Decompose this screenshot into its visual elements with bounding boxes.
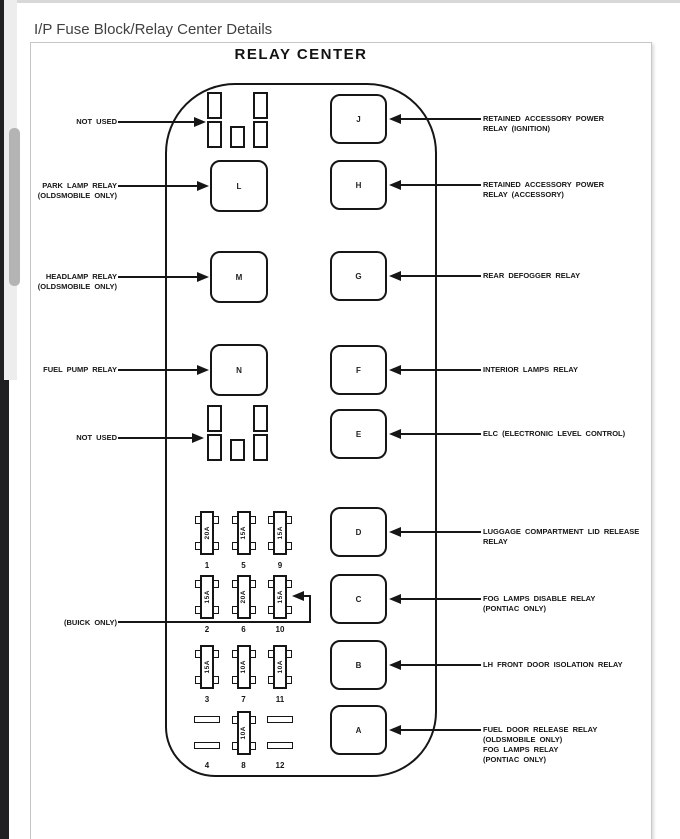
fuse-tab bbox=[268, 606, 274, 614]
arrowhead-headlamp-relay bbox=[197, 272, 209, 282]
fuse-8 bbox=[237, 711, 251, 755]
fuse-tab bbox=[250, 542, 256, 550]
fuse-1 bbox=[200, 511, 214, 555]
not-used-slot bbox=[207, 92, 222, 119]
label-not-used-top bbox=[76, 117, 117, 127]
fuse-tab bbox=[232, 650, 238, 658]
label-line: FUEL PUMP RELAY bbox=[43, 365, 117, 374]
fuse-tab bbox=[213, 542, 219, 550]
fuse-amp-rating: 15A bbox=[203, 660, 211, 674]
arrow-line-B bbox=[401, 664, 481, 666]
fuse-10 bbox=[273, 575, 287, 619]
fuse-amp-rating: 15A bbox=[240, 526, 247, 540]
fuse-tab bbox=[286, 676, 292, 684]
not-used-slot bbox=[230, 439, 245, 461]
fuse-number-10: 10 bbox=[275, 625, 285, 634]
fuse-tab bbox=[213, 516, 219, 524]
page-title: I/P Fuse Block/Relay Center Details bbox=[34, 21, 273, 38]
fuse-amp-rating: 10A bbox=[240, 660, 247, 674]
label-not-used-bottom bbox=[76, 433, 117, 443]
fuse-tab bbox=[286, 580, 292, 588]
not-used-slot bbox=[207, 405, 222, 432]
arrow-line-D bbox=[401, 531, 481, 533]
fuse-tab bbox=[250, 650, 256, 658]
fuse-tab bbox=[232, 716, 238, 724]
fuse-2 bbox=[200, 575, 214, 619]
fuse-number-3: 3 bbox=[204, 695, 210, 704]
label-fog-lamps-disable-relay bbox=[483, 594, 595, 614]
window-edge-lower bbox=[0, 380, 9, 839]
relay-box-A: A bbox=[330, 705, 387, 755]
fuse-number-4: 4 bbox=[204, 761, 210, 770]
relay-box-F: F bbox=[330, 345, 387, 395]
label-line: RETAINED ACCESSORY POWER bbox=[483, 114, 605, 123]
scrollbar-thumb[interactable] bbox=[9, 128, 20, 286]
arrowhead-not-used-bottom bbox=[192, 433, 204, 443]
label-line: INTERIOR LAMPS RELAY bbox=[483, 365, 578, 374]
arrow-line-park-lamp-relay bbox=[118, 185, 197, 187]
diagram-title: RELAY CENTER bbox=[234, 46, 368, 63]
top-divider bbox=[12, 0, 680, 3]
empty-fuse-slot bbox=[267, 716, 293, 723]
label-fuel-door-release-fog-lamps-relay bbox=[483, 725, 597, 765]
label-line: LH FRONT DOOR ISOLATION RELAY bbox=[483, 660, 623, 669]
fuse-tab bbox=[195, 606, 201, 614]
arrow-line-headlamp-relay bbox=[118, 276, 197, 278]
label-line: NOT USED bbox=[76, 433, 117, 442]
fuse-7 bbox=[237, 645, 251, 689]
arrowhead-H bbox=[389, 180, 401, 190]
arrow-line-not-used-top bbox=[118, 121, 194, 123]
relay-box-E: E bbox=[330, 409, 387, 459]
label-luggage-compartment-lid-release-relay bbox=[483, 527, 639, 547]
label-line: REAR DEFOGGER RELAY bbox=[483, 271, 581, 280]
fuse-tab bbox=[250, 742, 256, 750]
fuse-tab bbox=[286, 542, 292, 550]
label-line: HEADLAMP RELAY bbox=[45, 272, 117, 281]
arrow-line-A bbox=[401, 729, 481, 731]
fuse-number-12: 12 bbox=[275, 761, 285, 770]
arrowhead-J bbox=[389, 114, 401, 124]
arrow-line-not-used-bottom bbox=[118, 437, 192, 439]
label-fuel-pump-relay bbox=[43, 365, 117, 375]
label-line: RELAY bbox=[483, 537, 508, 546]
fuse-number-2: 2 bbox=[204, 625, 210, 634]
label-park-lamp-relay bbox=[38, 181, 117, 201]
fuse-tab bbox=[232, 580, 238, 588]
fuse-tab bbox=[268, 516, 274, 524]
fuse-11 bbox=[273, 645, 287, 689]
relay-box-D: D bbox=[330, 507, 387, 557]
fuse-3 bbox=[200, 645, 214, 689]
label-interior-lamps-relay bbox=[483, 365, 578, 375]
arrow-line-C bbox=[401, 598, 481, 600]
arrowhead-buick-only bbox=[292, 591, 304, 601]
label-line: (OLDSMOBILE ONLY) bbox=[483, 735, 563, 744]
arrowhead-A bbox=[389, 725, 401, 735]
not-used-slot bbox=[253, 434, 268, 461]
label-retained-accessory-power-ignition bbox=[483, 114, 604, 134]
label-line: FOG LAMPS DISABLE RELAY bbox=[483, 594, 596, 603]
arrowhead-F bbox=[389, 365, 401, 375]
label-line: (PONTIAC ONLY) bbox=[483, 604, 546, 613]
fuse-tab bbox=[286, 516, 292, 524]
arrowhead-E bbox=[389, 429, 401, 439]
relay-box-H: H bbox=[330, 160, 387, 210]
buick-only-line-top bbox=[304, 595, 311, 597]
fuse-number-8: 8 bbox=[241, 761, 246, 770]
arrowhead-fuel-pump-relay bbox=[197, 365, 209, 375]
fuse-tab bbox=[195, 542, 201, 550]
fuse-tab bbox=[250, 606, 256, 614]
empty-fuse-slot bbox=[194, 716, 220, 723]
label-line: RETAINED ACCESSORY POWER bbox=[483, 180, 605, 189]
label-rear-defogger-relay bbox=[483, 271, 580, 281]
relay-box-J: J bbox=[330, 94, 387, 144]
arrowhead-C bbox=[389, 594, 401, 604]
fuse-tab bbox=[268, 650, 274, 658]
arrow-line-E bbox=[401, 433, 481, 435]
label-line: (OLDSMOBILE ONLY) bbox=[37, 191, 117, 200]
not-used-slot bbox=[207, 121, 222, 148]
label-retained-accessory-power-accessory bbox=[483, 180, 604, 200]
empty-fuse-slot bbox=[267, 742, 293, 749]
arrowhead-G bbox=[389, 271, 401, 281]
arrowhead-not-used-top bbox=[194, 117, 206, 127]
fuse-tab bbox=[286, 606, 292, 614]
label-lh-front-door-isolation-relay bbox=[483, 660, 623, 670]
fuse-tab bbox=[195, 580, 201, 588]
not-used-slot bbox=[253, 405, 268, 432]
label-headlamp-relay bbox=[38, 272, 117, 292]
fuse-tab bbox=[286, 650, 292, 658]
label-line: RELAY (IGNITION) bbox=[483, 124, 551, 133]
fuse-tab bbox=[232, 516, 238, 524]
arrow-line-J bbox=[401, 118, 481, 120]
fuse-number-5: 5 bbox=[241, 561, 246, 570]
arrow-line-F bbox=[401, 369, 481, 371]
fuse-tab bbox=[213, 580, 219, 588]
label-line: RELAY (ACCESSORY) bbox=[483, 190, 564, 199]
fuse-tab bbox=[250, 676, 256, 684]
scrollbar-track[interactable] bbox=[4, 0, 17, 380]
fuse-tab bbox=[232, 742, 238, 750]
label-line: ELC (ELECTRONIC LEVEL CONTROL) bbox=[483, 429, 626, 438]
arrow-line-H bbox=[401, 184, 481, 186]
relay-box-B: B bbox=[330, 640, 387, 690]
fuse-tab bbox=[195, 676, 201, 684]
fuse-number-7: 7 bbox=[241, 695, 246, 704]
label-line: (PONTIAC ONLY) bbox=[483, 755, 546, 764]
fuse-number-6: 6 bbox=[241, 625, 246, 634]
label-line: LUGGAGE COMPARTMENT LID RELEASE bbox=[483, 527, 640, 536]
fuse-amp-rating: 15A bbox=[203, 590, 211, 604]
fuse-amp-rating: 15A bbox=[276, 526, 284, 540]
label-elc bbox=[483, 429, 625, 439]
relay-box-L: L bbox=[210, 160, 268, 212]
fuse-tab bbox=[250, 516, 256, 524]
arrowhead-B bbox=[389, 660, 401, 670]
arrow-line-G bbox=[401, 275, 481, 277]
relay-box-N: N bbox=[210, 344, 268, 396]
fuse-5 bbox=[237, 511, 251, 555]
label-line: FUEL DOOR RELEASE RELAY bbox=[483, 725, 598, 734]
fuse-tab bbox=[195, 650, 201, 658]
fuse-amp-rating: 10A bbox=[240, 726, 247, 740]
fuse-number-1: 1 bbox=[204, 561, 210, 570]
fuse-amp-rating: 20A bbox=[203, 526, 211, 540]
label-line: PARK LAMP RELAY bbox=[42, 181, 117, 190]
fuse-number-9: 9 bbox=[277, 561, 283, 570]
arrowhead-D bbox=[389, 527, 401, 537]
relay-box-C: C bbox=[330, 574, 387, 624]
fuse-tab bbox=[268, 676, 274, 684]
arrowhead-park-lamp-relay bbox=[197, 181, 209, 191]
fuse-tab bbox=[232, 676, 238, 684]
fuse-6 bbox=[237, 575, 251, 619]
buick-only-line-h bbox=[118, 621, 311, 623]
fuse-tab bbox=[213, 676, 219, 684]
not-used-slot bbox=[253, 121, 268, 148]
fuse-tab bbox=[195, 516, 201, 524]
fuse-tab bbox=[268, 580, 274, 588]
label-line: FOG LAMPS RELAY bbox=[483, 745, 559, 754]
fuse-amp-rating: 15A bbox=[276, 590, 284, 604]
fuse-tab bbox=[232, 606, 238, 614]
buick-only-line-v bbox=[309, 595, 311, 623]
relay-box-M: M bbox=[210, 251, 268, 303]
relay-box-G: G bbox=[330, 251, 387, 301]
fuse-tab bbox=[232, 542, 238, 550]
fuse-amp-rating: 10A bbox=[276, 660, 284, 674]
label-line: (OLDSMOBILE ONLY) bbox=[37, 282, 117, 291]
arrow-line-fuel-pump-relay bbox=[118, 369, 197, 371]
label-line: NOT USED bbox=[76, 117, 117, 126]
fuse-tab bbox=[268, 542, 274, 550]
fuse-tab bbox=[250, 716, 256, 724]
fuse-9 bbox=[273, 511, 287, 555]
fuse-amp-rating: 20A bbox=[240, 590, 247, 604]
empty-fuse-slot bbox=[194, 742, 220, 749]
fuse-number-11: 11 bbox=[275, 695, 285, 704]
not-used-slot bbox=[207, 434, 222, 461]
not-used-slot bbox=[230, 126, 245, 148]
not-used-slot bbox=[253, 92, 268, 119]
fuse-tab bbox=[213, 606, 219, 614]
fuse-tab bbox=[213, 650, 219, 658]
label-line: (BUICK ONLY) bbox=[64, 618, 117, 627]
label-buick-only bbox=[64, 618, 117, 628]
fuse-tab bbox=[250, 580, 256, 588]
